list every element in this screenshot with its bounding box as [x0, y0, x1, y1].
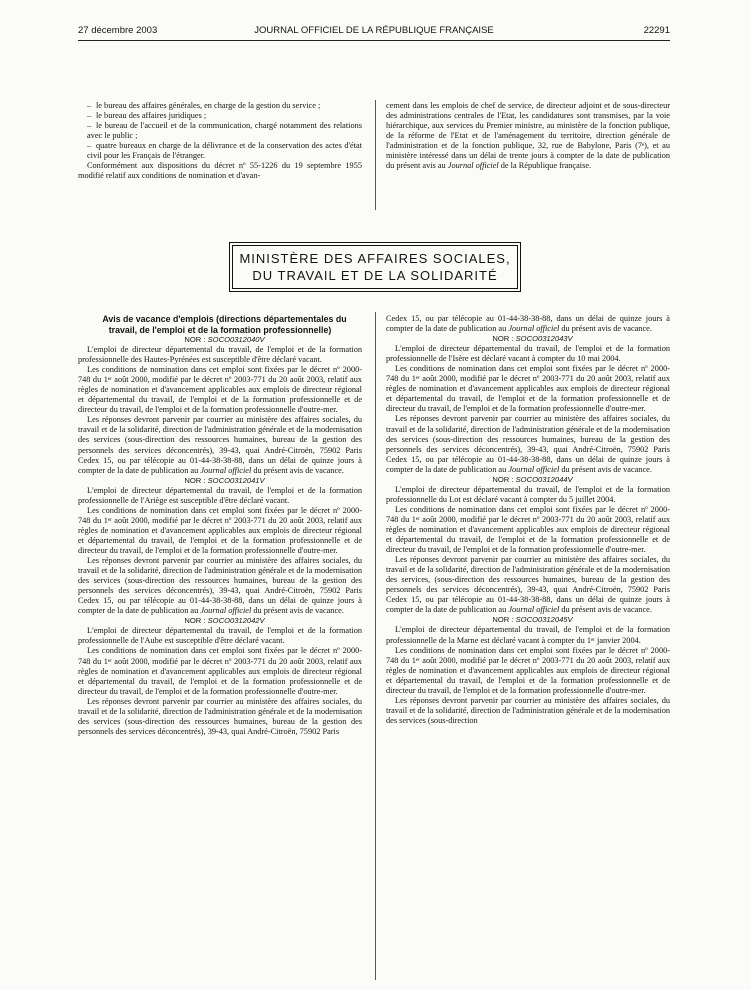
nor-reference: NOR : SOCO0312044V — [492, 474, 573, 484]
paragraph: Les réponses devront parvenir par courrier au ministère des affaires sociales, du travail et de la solidarité, direction de l'administration générale et de la modernisation des services (sous-direction des ressources humaines, bureau de la gestion des personnels des services déconcentrés), 39-43, quai André-Citroën, 75902 Paris — [78, 696, 362, 736]
paragraph: Les réponses devront parvenir par courrier au ministère des affaires sociales, du travail et de la solidarité, direction de l'administration générale et de la modernisation des services (sous-direction — [386, 695, 670, 725]
list-item: – le bureau des affaires juridiques ; — [78, 111, 362, 121]
top-left-column — [78, 101, 362, 181]
list-item: – quatre bureaux en charge de la délivrance et de la conservation des actes d'état civil pour les Français de l'étranger. — [78, 141, 362, 161]
main-right-column — [386, 314, 670, 726]
header-page-number: 22291 — [643, 25, 670, 36]
paragraph: Les conditions de nomination dans cet emploi sont fixées par le décret nº 2000-748 du 1ᵉʳ août 2000, modifié par le décret nº 2003-771 du 20 août 2003, relatif aux règles de nomination et d'avancement applicables aux emplois de directeur régional et départemental du travail, de l'emploi et de la formation professionnelle et de directeur du travail, de l'emploi et de la formation professionnelle d'outre-mer. — [78, 646, 362, 696]
paragraph: Les réponses devront parvenir par courrier au ministère des affaires sociales, du travail et de la solidarité, direction de l'administration générale et de la modernisation des services (sous-direction des ressources humaines, bureau de la gestion des personnels des services déconcentrés), 39-43, quai André-Citroën, 75902 Paris Cedex 15, ou par télécopie au 01-44-38-38-88, dans un délai de quinze jours à compter de la date de publication au Journal officiel du présent avis de vacance. — [78, 415, 362, 475]
paragraph: Les conditions de nomination dans cet emploi sont fixées par le décret nº 2000-748 du 1ᵉʳ août 2000, modifié par le décret nº 2003-771 du 20 août 2003, relatif aux règles de nomination et d'avancement applicables aux emplois de directeur régional et départemental du travail, de l'emploi et de la formation professionnelle et de directeur du travail, de l'emploi et de la formation professionnelle d'outre-mer. — [386, 645, 670, 695]
ministry-heading-box — [232, 245, 518, 289]
paragraph: L'emploi de directeur départemental du travail, de l'emploi et de la formation professionnelle des Hautes-Pyrénées est susceptible d'être déclaré vacant. — [78, 345, 362, 365]
paragraph: L'emploi de directeur départemental du travail, de l'emploi et de la formation professionnelle de l'Isère est déclaré vacant à compter du 10 mai 2004. — [386, 344, 670, 364]
nor-reference: NOR : SOCO0312043V — [492, 334, 573, 344]
ministry-line-2: DU TRAVAIL ET DE LA SOLIDARITÉ — [252, 268, 498, 283]
paragraph: Les conditions de nomination dans cet emploi sont fixées par le décret nº 2000-748 du 1ᵉʳ août 2000, modifié par le décret nº 2003-771 du 20 août 2003, relatif aux règles de nomination et d'avancement applicables aux emplois de directeur régional et départemental du travail, de l'emploi et de la formation professionnelle et de directeur du travail, de l'emploi et de la formation professionnelle d'outre-mer. — [78, 505, 362, 555]
ministry-line-1: MINISTÈRE DES AFFAIRES SOCIALES, — [239, 251, 511, 266]
nor-reference: NOR : SOCO0312040V — [184, 335, 265, 344]
paragraph: Cedex 15, ou par télécopie au 01-44-38-38-88, dans un délai de quinze jours à compter de la date de publication au Journal officiel du présent avis de vacance. — [386, 314, 670, 334]
nor-reference: NOR : SOCO0312042V — [184, 616, 265, 626]
avis-title: Avis de vacance d'emplois (directions départementales du travail, de l'emploi et de la formation professionnelle) — [102, 314, 347, 335]
nor-reference: NOR : SOCO0312041V — [184, 475, 265, 485]
header-rule — [78, 40, 670, 41]
running-header — [78, 25, 670, 39]
paragraph: L'emploi de directeur départemental du travail, de l'emploi et de la formation professionnelle de l'Aube est susceptible d'être déclaré vacant. — [78, 626, 362, 646]
column-divider — [375, 312, 376, 980]
column-divider — [375, 100, 376, 210]
paragraph: L'emploi de directeur départemental du travail, de l'emploi et de la formation professionnelle de l'Ariège est susceptible d'être déclaré vacant. — [78, 485, 362, 505]
paragraph: Les réponses devront parvenir par courrier au ministère des affaires sociales, du travail et de la solidarité, direction de l'administration générale et de la modernisation des services, (sous-direction des ressources humaines, bureau de la gestion des personnels des services déconcentrés), 39-43, quai André-Citroën, 75902 Paris Cedex 15, ou par télécopie au 01-44-38-38-88, dans un délai de quinze jours à compter de la date de publication au Journal officiel du présent avis de vacance. — [386, 555, 670, 615]
header-journal-title: JOURNAL OFFICIEL DE LA RÉPUBLIQUE FRANÇAISE — [254, 25, 494, 36]
journal-officiel-ref: Journal officiel — [447, 161, 499, 171]
main-left-column — [78, 314, 362, 737]
paragraph: Les conditions de nomination dans cet emploi sont fixées par le décret nº 2000-748 du 1ᵉʳ août 2000, modifié par le décret nº 2003-771 du 20 août 2003, relatif aux règles de nomination et d'avancement applicables aux emplois de directeur régional et départemental du travail, de l'emploi et de la formation professionnelle et de directeur du travail, de l'emploi et de la formation professionnelle d'outre-mer. — [386, 364, 670, 414]
paragraph: Les réponses devront parvenir par courrier au ministère des affaires sociales, du travail et de la solidarité, direction de l'administration générale et de la modernisation des services (sous-direction des ressources humaines, bureau de la gestion des personnels des services déconcentrés), 39-43, quai André-Citroën, 75902 Paris Cedex 15, ou par télécopie au 01-44-38-38-88, dans un délai de quinze jours à compter de la date de publication au Journal officiel du présent avis de vacance. — [78, 556, 362, 616]
paragraph: Les réponses devront parvenir par courrier au ministère des affaires sociales, du travail et de la solidarité, direction de l'administration générale et de la modernisation des services (sous-direction des ressources humaines, bureau de la gestion des personnels des services déconcentrés), 39-43, quai André-Citroën, 75902 Paris Cedex 15, ou par télécopie au 01-44-38-38-88, dans un délai de quinze jours à compter de la date de publication au Journal officiel du présent avis de vacance. — [386, 414, 670, 474]
closing-paragraph: Conformément aux dispositions du décret nº 55-1226 du 19 septembre 1955 modifié relatif aux conditions de nomination et d'avan- — [78, 161, 362, 181]
paragraph: Les conditions de nomination dans cet emploi sont fixées par le décret nº 2000-748 du 1ᵉʳ août 2000, modifié par le décret nº 2003-771 du 20 août 2003, relatif aux règles de nomination et d'avancement applicables aux emplois de directeur régional et départemental du travail, de l'emploi et de la formation professionnelle et de directeur du travail, de l'emploi et de la formation professionnelle d'outre-mer. — [78, 365, 362, 415]
paragraph: L'emploi de directeur départemental du travail, de l'emploi et de la formation professionnelle du Lot est déclaré vacant à compter du 5 juillet 2004. — [386, 484, 670, 504]
header-date: 27 décembre 2003 — [78, 25, 158, 36]
nor-reference: NOR : SOCO0312045V — [492, 615, 573, 625]
list-item: – le bureau de l'accueil et de la communication, chargé notamment des relations avec le public ; — [78, 121, 362, 141]
top-right-column — [386, 101, 670, 171]
paragraph: L'emploi de directeur départemental du travail, de l'emploi et de la formation professionnelle de la Marne est déclaré vacant à compter du 1ᵉʳ janvier 2004. — [386, 625, 670, 645]
list-item: – le bureau des affaires générales, en charge de la gestion du service ; — [78, 101, 362, 111]
continuation-paragraph: cement dans les emplois de chef de service, de directeur adjoint et de sous-directeur des administrations centrales de l'Etat, les candidatures sont transmises, par la voie hiérarchique, aux services du Premier ministre, au ministère de la fonction publique, de la réforme de l'Etat et de l'aménagement du territoire, direction générale de l'administration et de la fonction publique, 32, rue de Babylone, Paris (7ᵉ), et au ministère intéressé dans un délai de trente jours à compter de la date de publication du présent avis au Journal officiel de la République française. — [386, 101, 670, 171]
paragraph: Les conditions de nomination dans cet emploi sont fixées par le décret nº 2000-748 du 1ᵉʳ août 2000, modifié par le décret nº 2003-771 du 20 août 2003, relatif aux règles de nomination et d'avancement applicables aux emplois de directeur régional et départemental du travail, de l'emploi et de la formation professionnelle et de directeur du travail, de l'emploi et de la formation professionnelle d'outre-mer. — [386, 504, 670, 555]
